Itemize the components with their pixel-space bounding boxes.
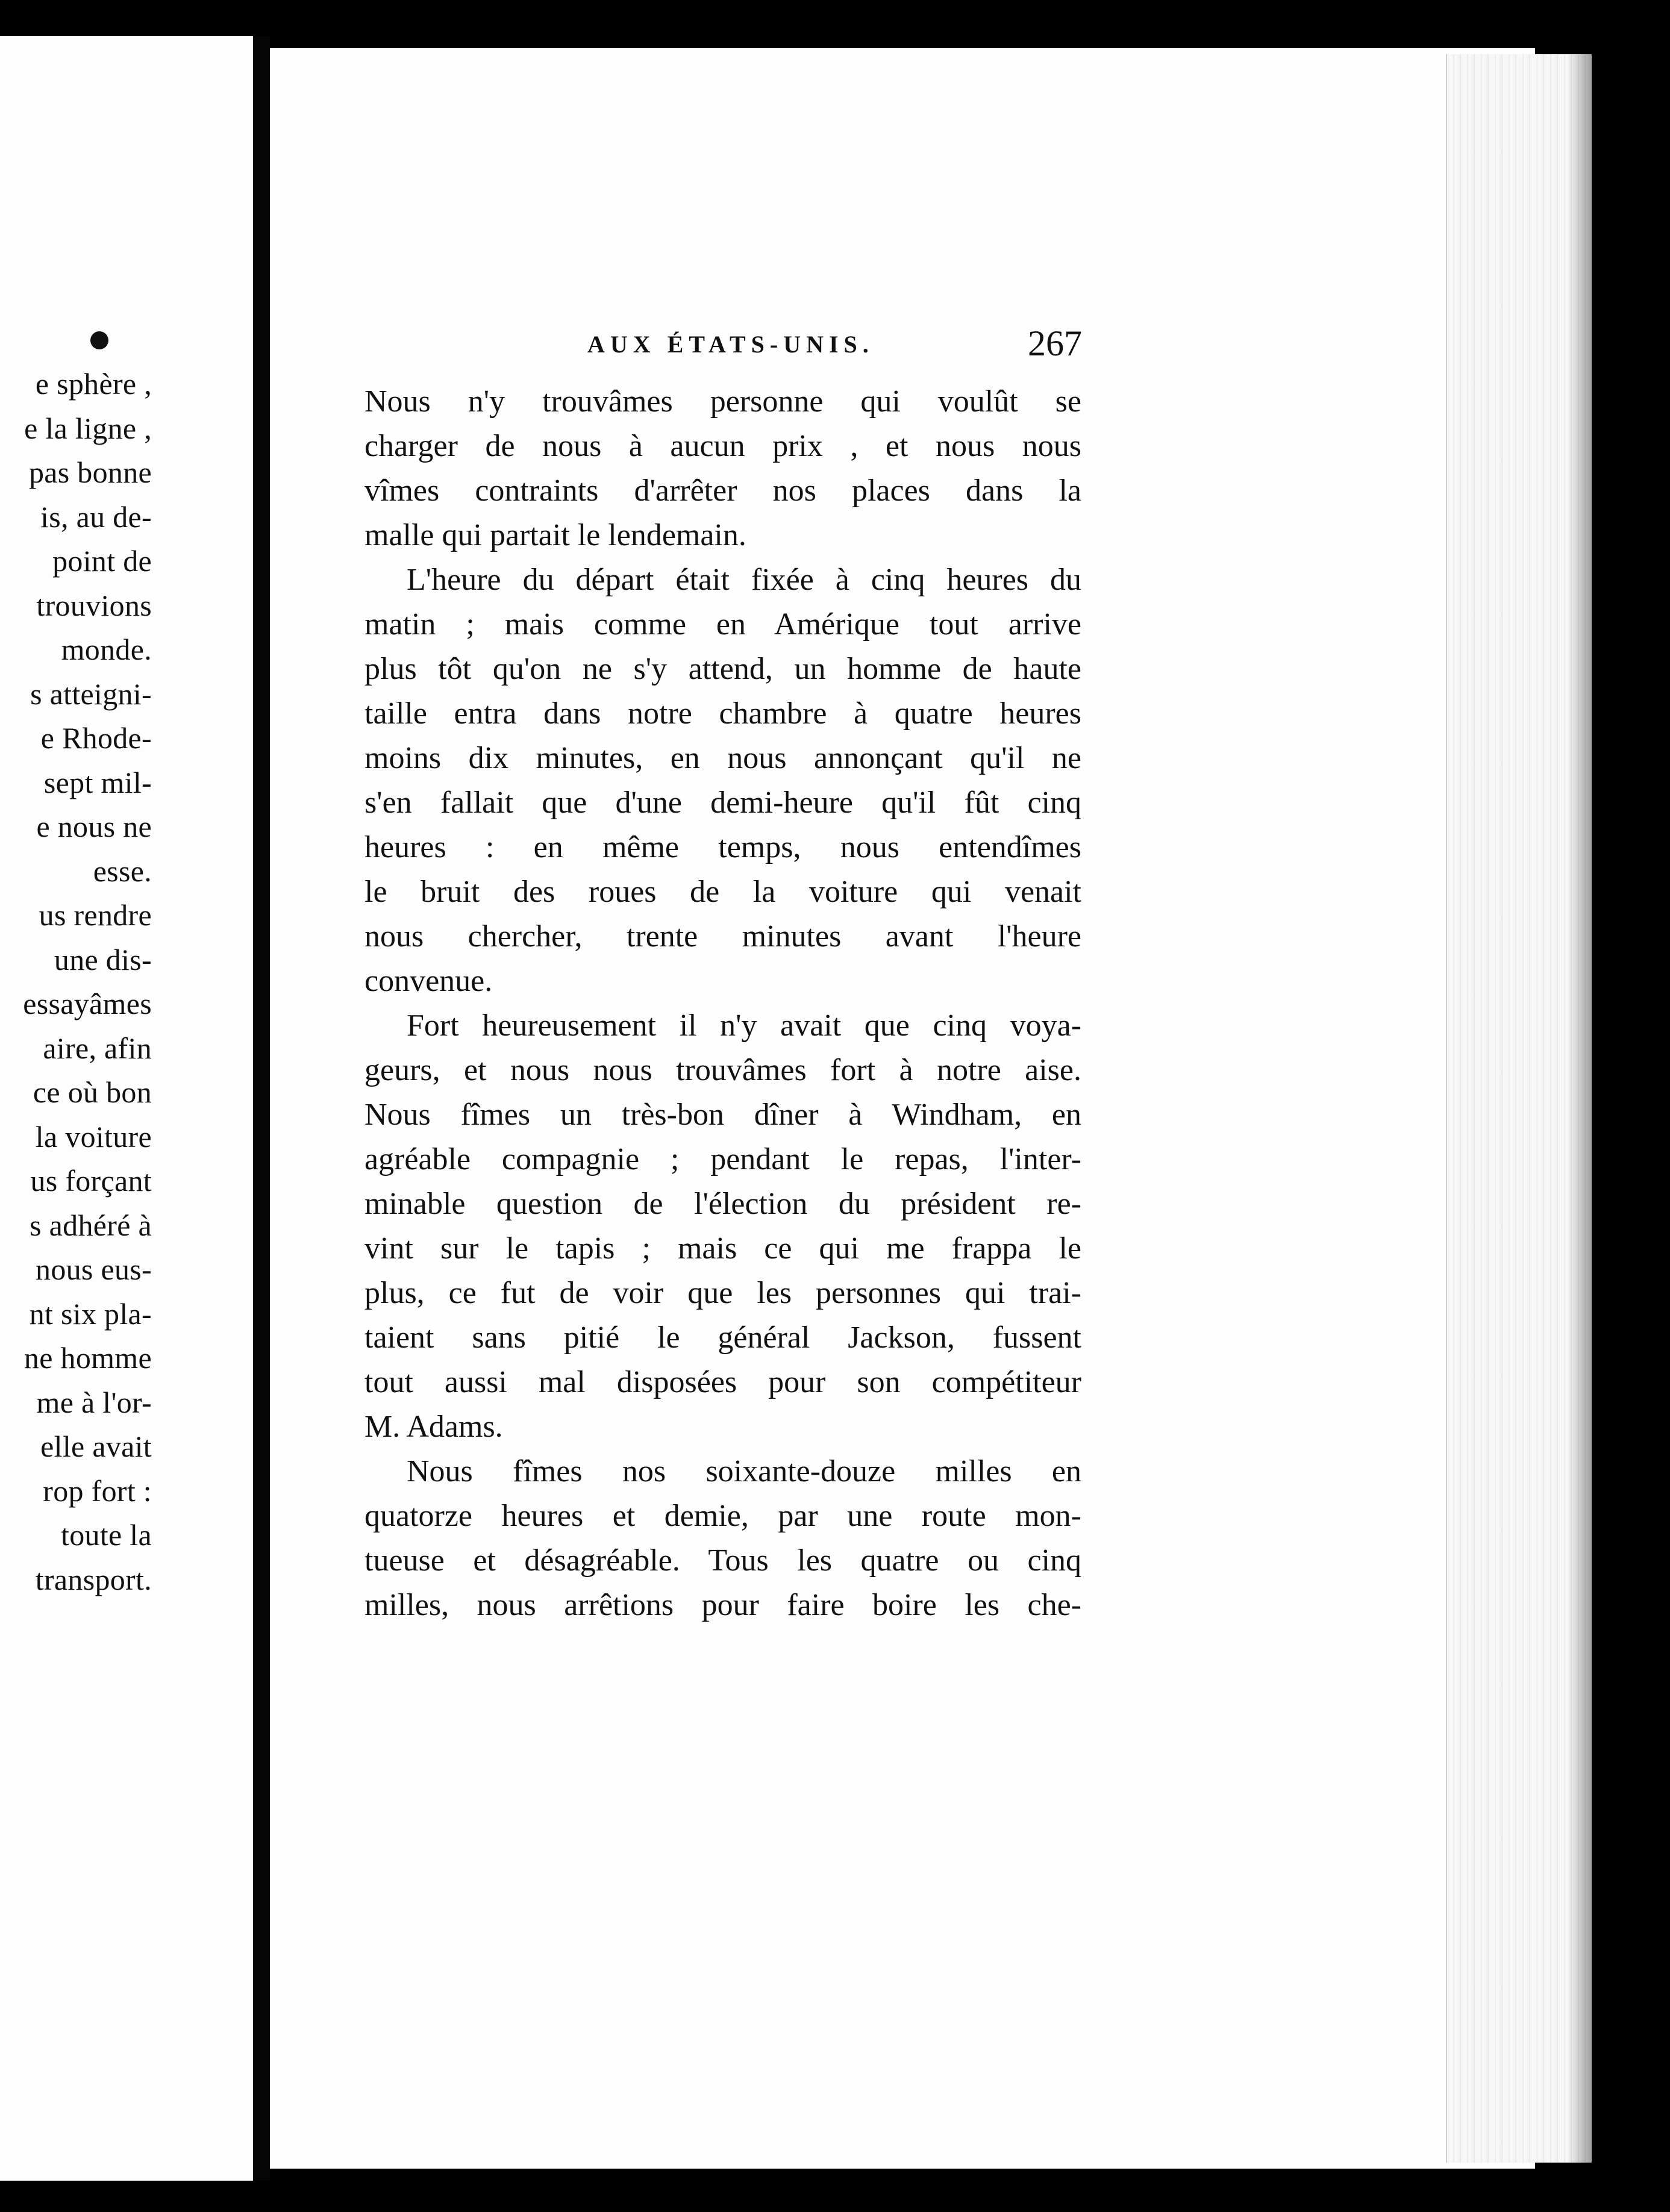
left-page-line: point de xyxy=(52,544,152,578)
left-page-line: s atteigni- xyxy=(30,676,152,711)
text-line: Nous n'y trouvâmes personne qui voulût se xyxy=(364,384,1081,419)
left-page-line: toute la xyxy=(61,1518,152,1552)
text-line: tueuse et désagréable. Tous les quatre ou cinq xyxy=(364,1543,1081,1578)
left-page-line: esse. xyxy=(93,854,152,888)
text-line: Nous fîmes un très-bon dîner à Windham, en xyxy=(364,1098,1081,1132)
left-page-line: ce où bon xyxy=(33,1075,152,1109)
text-line: vint sur le tapis ; mais ce qui me frappa le xyxy=(364,1231,1081,1266)
text-line: Fort heureusement il n'y avait que cinq voya- xyxy=(407,1008,1081,1043)
left-page-line: e la ligne , xyxy=(24,411,152,445)
text-line: heures : en même temps, nous entendîmes xyxy=(364,830,1081,864)
left-page-line: rop fort : xyxy=(43,1473,152,1508)
left-page-line: aire, afin xyxy=(43,1031,152,1065)
left-facing-page xyxy=(0,36,253,2181)
body-text xyxy=(364,380,1081,1628)
left-page-line: nous eus- xyxy=(36,1252,152,1286)
text-line: taille entra dans notre chambre à quatre heures xyxy=(364,696,1081,731)
text-line: moins dix minutes, en nous annonçant qu'il ne xyxy=(364,741,1081,775)
left-page-line: is, au de- xyxy=(40,499,152,534)
text-line: quatorze heures et demie, par une route mon- xyxy=(364,1499,1081,1533)
left-page-line: us forçant xyxy=(30,1164,152,1198)
left-page-line: une dis- xyxy=(54,942,152,976)
text-line: charger de nous à aucun prix , et nous nous xyxy=(364,429,1081,463)
left-page-line: elle avait xyxy=(40,1429,152,1463)
left-page-line: trouvions xyxy=(36,588,152,622)
text-line: s'en fallait que d'une demi-heure qu'il fût cinq xyxy=(364,786,1081,820)
text-line: vîmes contraints d'arrêter nos places dans la xyxy=(364,473,1081,508)
text-line: minable question de l'élection du président re- xyxy=(364,1187,1081,1221)
page-edge-shadow xyxy=(1568,54,1592,2163)
text-line: plus tôt qu'on ne s'y attend, un homme de haute xyxy=(364,652,1081,686)
left-page-line: sept mil- xyxy=(43,765,152,799)
left-page-line: nt six pla- xyxy=(29,1296,152,1331)
left-page-line: transport. xyxy=(35,1562,152,1596)
text-line: matin ; mais comme en Amérique tout arrive xyxy=(364,607,1081,642)
left-page-line: ne homme xyxy=(23,1341,152,1375)
left-page-line: s adhéré à xyxy=(30,1208,152,1242)
left-page-line: e nous ne xyxy=(36,810,152,843)
left-page-line: e sphère , xyxy=(35,367,152,401)
left-page-line: us rendre xyxy=(39,898,152,932)
left-page-line: monde. xyxy=(61,633,152,666)
page-edges xyxy=(1446,54,1592,2163)
text-line: le bruit des roues de la voiture qui venait xyxy=(364,875,1081,909)
text-line: malle qui partait le lendemain. xyxy=(364,518,746,552)
left-page-line: pas bonne xyxy=(28,455,152,489)
book-gutter xyxy=(253,36,270,2181)
page-number: 267 xyxy=(1028,323,1082,363)
left-page-line: la voiture xyxy=(35,1119,152,1154)
left-page-line: essayâmes xyxy=(23,987,152,1020)
text-line: agréable compagnie ; pendant le repas, l'inter- xyxy=(364,1142,1081,1176)
text-line: nous chercher, trente minutes avant l'heure xyxy=(364,919,1081,954)
text-line: Nous fîmes nos soixante-douze milles en xyxy=(407,1454,1081,1489)
text-line: milles, nous arrêtions pour faire boire les che- xyxy=(364,1588,1081,1622)
printer-mark xyxy=(90,331,108,349)
text-line: geurs, et nous nous trouvâmes fort à notre aise. xyxy=(364,1053,1081,1087)
text-line: tout aussi mal disposées pour son compétiteur xyxy=(364,1365,1081,1399)
left-page-line: e Rhode- xyxy=(40,721,152,755)
text-line: M. Adams. xyxy=(364,1410,503,1444)
text-line: L'heure du départ était fixée à cinq heures du xyxy=(407,563,1081,597)
text-line: taient sans pitié le général Jackson, fussent xyxy=(364,1320,1081,1355)
running-title: AUX ÉTATS-UNIS. xyxy=(587,331,874,358)
left-page-line: me à l'or- xyxy=(36,1385,152,1419)
text-line: plus, ce fut de voir que les personnes qui trai- xyxy=(364,1276,1081,1310)
text-line: convenue. xyxy=(364,964,493,998)
